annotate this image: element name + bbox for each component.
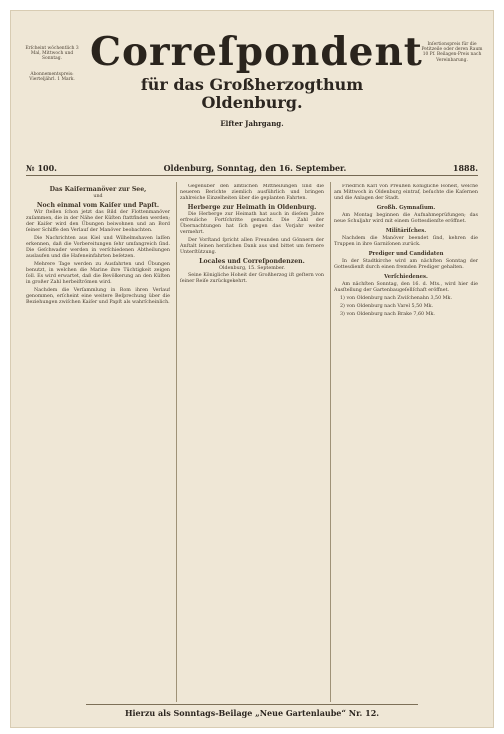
masthead — [90, 29, 423, 128]
paragraph: In der Stadtkirche wird am nächſten Sonntag der Gottesdienſt durch einen fremden Prediger gehalten. — [334, 259, 478, 270]
paragraph: Gegenüber den amtlichen Mittheilungen ſind die neueren Berichte ziemlich ausführlich und bringen zahlreiche Einzelheiten über die geplanten Fahrten. — [180, 184, 324, 201]
paragraph: Nachdem die Verſammlung in Rom ihren Verlauf genommen, erſcheint eine weitere Beſprechung über die Beziehungen zwiſchen Kaiſer und Papſt als wahrſcheinlich. — [26, 288, 170, 305]
place-date: Oldenburg, Sonntag, den 16. September. — [163, 163, 347, 173]
article-heading-herberge: Herberge zur Heimath in Oldenburg. — [187, 204, 317, 211]
right-note: Inſertionspreis für die Petitzeile oder deren Raum 10 Pf. Beilagen-Preis nach Vereinbarung. — [421, 42, 483, 63]
article-heading-local: Locales und Correſpondenzen. — [199, 258, 305, 265]
left-note-2: Abonnementspreis: Vierteljährl. 1 Mark. — [29, 72, 75, 83]
section-heading-misc: Verſchiedenes. — [384, 274, 428, 280]
column-rule-left — [176, 182, 177, 702]
paragraph: Friedrich Karl von Preußen Königliche Hoheit, welche am Mittwoch in Oldenburg eintraf, beſuchte die Kaſernen und die Anlagen der Stadt. — [334, 184, 478, 201]
column-left — [26, 184, 170, 702]
article-heading-1: Das Kaiſermanöver zur See, — [49, 186, 147, 193]
section-heading-preachers: Prediger und Candidaten — [368, 251, 444, 257]
masthead-subtitle: für das Großherzogthum Oldenburg. — [140, 75, 364, 112]
article-heading-2: Noch einmal vom Kaiſer und Papſt. — [36, 202, 160, 209]
section-heading-gymnasium: Großh. Gymnaſium. — [376, 205, 436, 211]
newspaper-page — [10, 10, 494, 728]
paragraph: Mehrere Tage werden zu Ausfahrten und Übungen benutzt, in welchen die Marine ihre Tüchtigkeit zeigen ſoll. Es wird erwartet, daß die Bevölkerung an den Küſten in großer Zahl herbeiſtrömen wird. — [26, 262, 170, 285]
column-right — [334, 184, 478, 702]
issue-number: № 100. — [26, 163, 57, 173]
section-heading-military: Militäriſches. — [385, 228, 427, 234]
fare-line-2: 2) von Oldenburg nach Varel 5,50 Mk. — [340, 304, 434, 309]
fare-line-3: 3) von Oldenburg nach Brake 7,60 Mk. — [340, 312, 435, 317]
left-note-1: Erſcheint wöchentlich 3 Mal, Mittwoch und Sonntag. — [25, 46, 79, 62]
fare-line-1: 1) von Oldenburg nach Zwiſchenahn 3,50 Mk. — [340, 296, 452, 301]
paragraph: Die Herberge zur Heimath hat auch in dieſem Jahre erfreuliche Fortſchritte gemacht. Die Zahl der Übernachtungen hat ſich gegen das Vorjahr weiter vermehrt. — [180, 212, 324, 235]
volume-line: Elfter Jahrgang. — [220, 119, 284, 128]
column-rule-right — [330, 182, 331, 702]
paragraph: Am Montag beginnen die Aufnahmeprüfungen; das neue Schuljahr wird mit einem Gottesdienſte eröffnet. — [334, 213, 478, 224]
masthead-title: Correſpondent — [90, 29, 423, 75]
supplement-footer: Hierzu als Sonntags-Beilage „Neue Gartenlaube“ Nr. 12. — [86, 704, 418, 718]
paragraph: Wir ſtellen ſchon jetzt das Bild der Flottenmanöver zuſammen, die in der Nähe der Küſten ſtattfinden werden; der Kaiſer wird den Übungen beiwohnen und an Bord ſeiner Schiffe den Verlauf der Manöver beobachten. — [26, 210, 170, 233]
paragraph: Nachdem die Manöver beendet ſind, kehren die Truppen in ihre Garniſonen zurück. — [334, 236, 478, 247]
paragraph: Die Nachrichten aus Kiel und Wilhelmshaven laſſen erkennen, daß die Vorbereitungen ſehr umfangreich ſind. Die Geſchwader werden in verſchiedenen Abtheilungen auslaufen und die Hafeneinfahrten beſetzen. — [26, 236, 170, 259]
paragraph: Seine Königliche Hoheit der Großherzog iſt geſtern von ſeiner Reiſe zurückgekehrt. — [180, 273, 324, 284]
paragraph: Am nächſten Sonntag, den 16. d. Mts., wird hier die Ausſtellung der Gartenbaugeſellſchaft eröffnet. — [334, 282, 478, 293]
article-heading-connector: und — [93, 194, 103, 199]
year: 1888. — [452, 163, 478, 173]
paragraph: Der Vorſtand ſpricht allen Freunden und Gönnern der Anſtalt ſeinen herzlichen Dank aus und bittet um fernere Unterſtützung. — [180, 238, 324, 255]
dateline — [26, 163, 478, 176]
column-middle — [180, 184, 324, 702]
local-dateline: Oldenburg, 15. September. — [219, 266, 285, 271]
